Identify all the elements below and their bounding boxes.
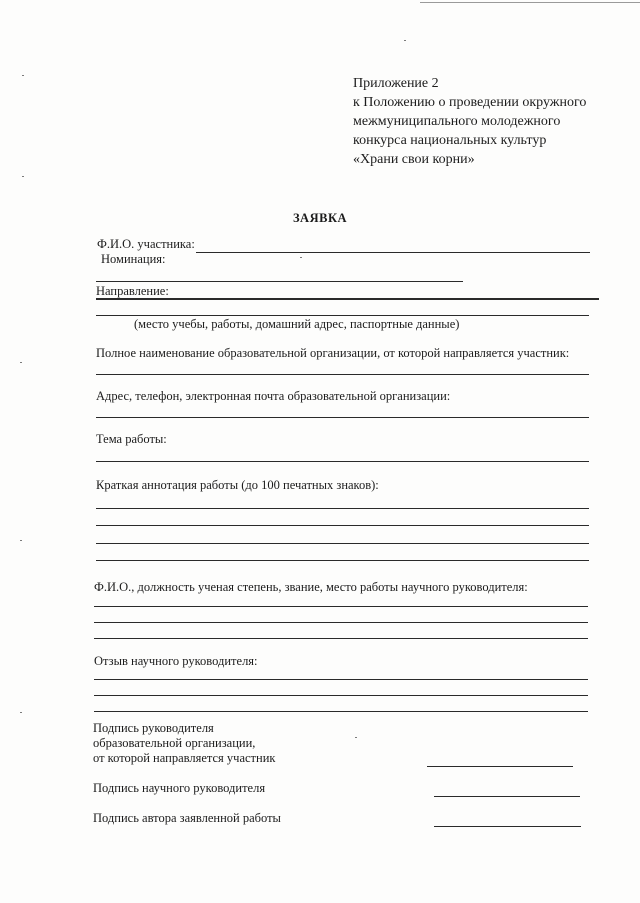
appendix-line: межмуниципального молодежного xyxy=(353,114,561,129)
review-label: Отзыв научного руководителя: xyxy=(94,654,258,668)
details-hint: (место учебы, работы, домашний адрес, паспортные данные) xyxy=(134,317,460,331)
author-signature-label: Подпись автора заявленной работы xyxy=(93,811,281,825)
scan-speck xyxy=(20,540,22,541)
head-signature-label xyxy=(93,721,275,766)
head-signature-field[interactable] xyxy=(427,766,573,767)
head-signature-line: Подпись руководителя xyxy=(93,721,214,735)
scan-speck xyxy=(22,176,24,177)
scan-edge-line xyxy=(420,2,640,3)
direction-field[interactable] xyxy=(96,298,599,300)
nomination-label: Номинация: xyxy=(101,252,166,266)
review-field-3[interactable] xyxy=(94,711,588,712)
scan-speck xyxy=(404,40,406,41)
appendix-header xyxy=(353,74,586,169)
scan-speck xyxy=(20,712,22,713)
annotation-label: Краткая аннотация работы (до 100 печатных знаков): xyxy=(96,478,379,492)
page-title: ЗАЯВКА xyxy=(292,211,348,225)
supervisor-field-3[interactable] xyxy=(94,638,588,639)
nomination-field[interactable] xyxy=(96,281,463,282)
scan-speck xyxy=(300,257,302,258)
annotation-field-2[interactable] xyxy=(96,525,589,526)
supervisor-field-1[interactable] xyxy=(94,606,588,607)
author-signature-field[interactable] xyxy=(434,826,581,827)
details-field[interactable] xyxy=(96,315,589,316)
appendix-line: «Храни свои корни» xyxy=(353,152,475,167)
org-name-label: Полное наименование образовательной организации, от которой направляется участник: xyxy=(96,346,570,360)
scan-speck xyxy=(22,75,24,76)
review-field-2[interactable] xyxy=(94,695,588,696)
annotation-field-3[interactable] xyxy=(96,543,589,544)
supervisor-field-2[interactable] xyxy=(94,622,588,623)
head-signature-line: образовательной организации, xyxy=(93,736,256,750)
appendix-line: Приложение 2 xyxy=(353,76,439,91)
head-signature-line: от которой направляется участник xyxy=(93,751,276,765)
fio-field[interactable] xyxy=(196,252,590,253)
annotation-field-4[interactable] xyxy=(96,560,589,561)
scan-speck xyxy=(20,362,22,363)
supervisor-signature-label: Подпись научного руководителя xyxy=(93,781,266,795)
scan-speck xyxy=(355,737,357,738)
supervisor-signature-field[interactable] xyxy=(434,796,580,797)
org-name-field[interactable] xyxy=(96,374,589,375)
topic-label: Тема работы: xyxy=(96,432,167,446)
annotation-field-1[interactable] xyxy=(96,508,589,509)
org-contacts-field[interactable] xyxy=(96,417,589,418)
appendix-line: конкурса национальных культур xyxy=(353,133,547,148)
fio-label: Ф.И.О. участника: xyxy=(97,237,195,251)
supervisor-label: Ф.И.О., должность ученая степень, звание, место работы научного руководителя: xyxy=(94,580,528,594)
review-field-1[interactable] xyxy=(94,679,588,680)
appendix-line: к Положению о проведении окружного xyxy=(353,95,587,110)
direction-label: Направление: xyxy=(96,284,169,298)
topic-field[interactable] xyxy=(96,461,589,462)
org-contacts-label: Адрес, телефон, электронная почта образовательной организации: xyxy=(96,389,451,403)
